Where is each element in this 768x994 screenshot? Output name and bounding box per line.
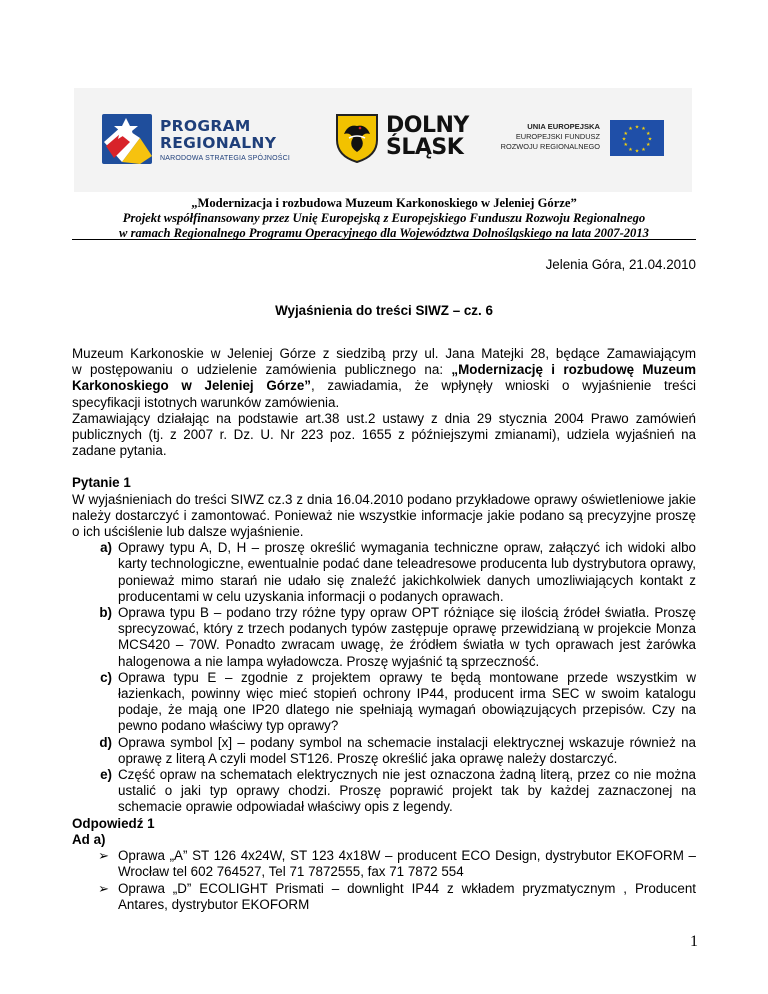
intro-line-2 [72, 362, 696, 378]
item-label: b) [99, 605, 112, 621]
slask-word: ŚLĄSK [386, 135, 464, 160]
question-1-item-c [72, 670, 696, 735]
dolny-word: DOLNY [386, 113, 469, 138]
intro-line-4: specyfikacji istotnych warunków zamówienia. [72, 394, 340, 410]
svg-text:★: ★ [628, 146, 633, 153]
ue-line-3: ROZWOJU REGIONALNEGO [500, 142, 600, 151]
cofinance-line-2: w ramach Regionalnego Programu Operacyjnego dla Województwa Dolnośląskiego na lata 2007-2013 [119, 226, 649, 240]
ue-line-1: UNIA EUROPEJSKA [527, 122, 600, 131]
arrow-bullet-icon: ➢ [98, 880, 109, 896]
answer-1-heading: Odpowiedź 1 [72, 815, 155, 831]
question-1-heading: Pytanie 1 [72, 475, 131, 491]
svg-text:★: ★ [647, 136, 653, 143]
dolny-slask-coat-of-arms-icon [334, 112, 380, 164]
intro-line-1: Muzeum Karkonoskie w Jeleniej Górze z siedzibą przy ul. Jana Matejki 28, będące Zamawiającym [72, 346, 696, 361]
item-label: a) [100, 540, 112, 556]
regionalny-word: REGIONALNY [160, 134, 277, 152]
svg-text:★: ★ [641, 146, 646, 153]
question-1-item-d [72, 735, 696, 767]
project-title: „Modernizacja i rozbudowa Muzeum Karkonoskiego w Jeleniej Górze” [191, 196, 577, 210]
ue-caption [496, 122, 600, 152]
dolny-slask-wordmark [386, 115, 469, 159]
intro-line-2-text: w postępowaniu o udzielenie zamówienia publicznego na: [72, 362, 452, 378]
document-body [72, 346, 696, 913]
svg-text:★: ★ [634, 124, 640, 131]
intro-line-3-bold: Karkonoskiego w Jeleniej Górze” [72, 378, 311, 394]
cofinance-line-1: Projekt współfinansowany przez Unię Europejską z Europejskiego Funduszu Rozwoju Regionalnego [122, 211, 646, 225]
answer-bullet-1 [72, 848, 696, 880]
unia-europejska-logo [496, 120, 666, 160]
bullet-text: Oprawa „A” ST 126 4x24W, ST 123 4x18W – producent ECO Design, dystrybutor EKOFORM –Wrocław tel 602 764527, Tel 71 7872555, fax 71 7872 554 [118, 848, 696, 880]
item-label: c) [100, 669, 112, 685]
page-number: 1 [690, 933, 698, 950]
program-regionalny-wordmark [160, 118, 276, 152]
svg-text:★: ★ [645, 142, 651, 149]
item-text: Część opraw na schematach elektrycznych nie jest oznaczona żadną literą, przez co nie można ustalić o jaki typ oprawy chodzi. Proszę poprawić projekt tak by każdej zaznaczonej na schemacie oprawie odpowiadał właściwy opis z legendy. [118, 767, 696, 815]
program-subtitle: NARODOWA STRATEGIA SPÓJNOŚCI [160, 155, 291, 162]
bullet-text: Oprawa „D” ECOLIGHT Prismati – downlight IP44 z wkładem pryzmatycznym , Producent Antares, dystrybutor EKOFORM [118, 880, 696, 912]
answer-1-sub-heading: Ad a) [72, 831, 106, 847]
intro-line-2-bold: „Modernizację i rozbudowę Muzeum [451, 362, 696, 378]
ue-line-2: EUROPEJSKI FUNDUSZ [515, 132, 600, 141]
item-label: d) [99, 734, 112, 750]
question-1-item-a [72, 540, 696, 605]
svg-text:★: ★ [634, 148, 640, 155]
intro-paragraph [72, 346, 696, 459]
eu-flag-icon [610, 120, 664, 156]
dolny-slask-logo [334, 112, 469, 168]
svg-text:★: ★ [621, 136, 627, 143]
intro-line-6: publicznych (tj. z 2007 r. Dz. U. Nr 223 poz. 1655 z późniejszymi zmianami), udziela wyjaśnień na [72, 427, 696, 443]
header-divider [72, 239, 696, 240]
item-text: Oprawa typu B – podano trzy różne typy opraw OPT różniące się ilością źródeł światła. Proszę sprecyzować, który z trzech podanych typów zastępuje oprawę przewidzianą w projekcie Monza MCS420 – 70W. Ponadto zwracam uwagę, że źródłem światła w tych oprawach jest żarówka halogenowa a nie lampa wyładowcza. Proszę wyjaśnić tą sprzeczność. [118, 605, 696, 669]
intro-line-7: zadane pytania. [72, 443, 167, 459]
item-text: Oprawa symbol [x] – podany symbol na schemacie instalacji elektrycznej wskazuje również na oprawę z literą A czyli model ST126. Proszę określić jaka oprawę należy dostarczyć. [118, 734, 696, 766]
question-1-item-e [72, 767, 696, 816]
program-regionalny-logo [100, 112, 310, 172]
answer-bullet-2 [72, 881, 696, 913]
item-text: Oprawy typu A, D, H – proszę określić wymagania techniczne opraw, załączyć ich widoki albo karty technologiczne, ewentualnie podać dane teleadresowe producenta lub dystrybutora oprawy, ponieważ mimo starań nie udało się znaleźć jakichkolwiek danych umozliwiających kontakt z producentami w celu uzyskania informacji o podanych oprawach. [118, 540, 696, 604]
svg-text:★: ★ [623, 130, 629, 137]
item-label: e) [100, 767, 112, 783]
intro-line-3 [72, 378, 696, 394]
arrow-bullet-icon: ➢ [98, 848, 109, 864]
svg-text:★: ★ [623, 142, 629, 149]
question-1-intro: W wyjaśnieniach do treści SIWZ cz.3 z dnia 16.04.2010 podano przykładowe oprawy oświetleniowe jakie należy dostarczyć i zamontować. Ponieważ nie wszystkie informacje jakie podano są precyzyjne proszę o ich uściślenie lub dalsze wyjaśnienie. [72, 491, 696, 540]
item-text: Oprawa typu E – zgodnie z projektem oprawy te będą montowane przede wszystkim w łazienkach, powinny więc mieć stopień ochrony IP44, producent irma SEC w swoim katalogu podaje, że mają one IP20 dlatego nie spełniają wymagań obowiązujących przepisów. Czy na pewno podano właściwy typ oprawy? [118, 669, 696, 734]
intro-line-3-text: , zawiadamia, że wpłynęły wnioski o wyjaśnienie treści [310, 378, 696, 394]
svg-text:★: ★ [641, 126, 646, 133]
program-regionalny-emblem-icon [100, 112, 156, 168]
question-1-item-b [72, 605, 696, 670]
document-date: Jelenia Góra, 21.04.2010 [545, 257, 696, 272]
intro-line-5: Zamawiający działając na podstawie art.38 ust.2 ustawy z dnia 29 stycznia 2004 Prawo zamówień [72, 410, 696, 426]
document-title: Wyjaśnienia do treści SIWZ – cz. 6 [275, 303, 493, 318]
svg-text:★: ★ [628, 126, 633, 133]
program-word: PROGRAM [160, 117, 251, 135]
svg-text:★: ★ [645, 130, 651, 137]
